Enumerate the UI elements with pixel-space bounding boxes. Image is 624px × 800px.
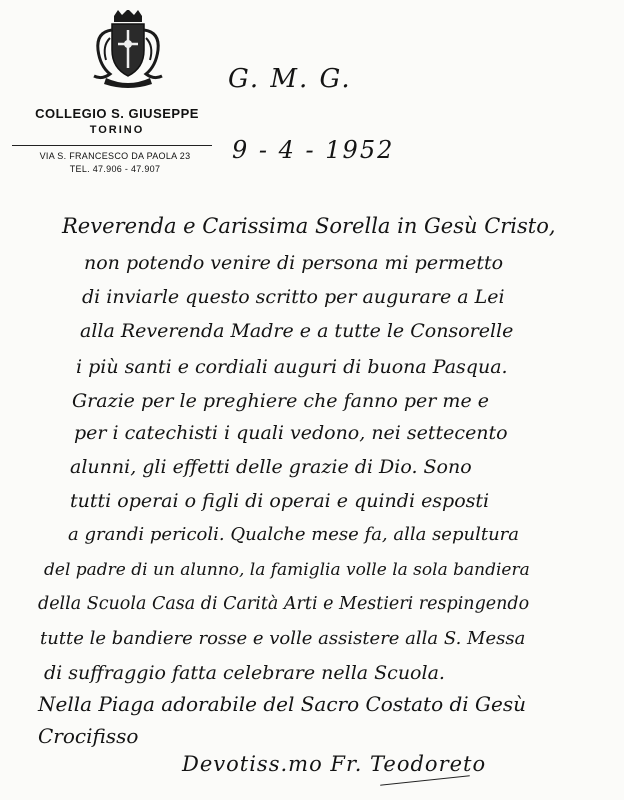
letter-line: Crocifisso (38, 724, 139, 748)
letterhead-address: VIA S. FRANCESCO DA PAOLA 23 (39, 151, 191, 161)
letter-line: a grandi pericoli. Qualche mese fa, alla sepultura (68, 524, 519, 545)
invocation-heading: G. M. G. (228, 64, 352, 94)
letter-line: di suffraggio fatta celebrare nella Scuola. (44, 662, 445, 684)
letter-line: alla Reverenda Madre e a tutte le Consorelle (80, 320, 514, 342)
letter-date: 9 - 4 - 1952 (232, 136, 395, 164)
letter-line: tutti operai o figli di operai e quindi esposti (70, 490, 490, 512)
letter-line: tutte le bandiere rosse e volle assistere alla S. Messa (40, 628, 526, 649)
letterhead-telephone: TEL. 47.906 - 47.907 (69, 164, 161, 174)
signature-underline (380, 775, 470, 785)
letterhead-city: TORINO (89, 124, 145, 136)
letterhead-divider (12, 145, 212, 146)
letter-line: di inviarle questo scritto per augurare a Lei (82, 286, 505, 308)
letter-line: per i catechisti i quali vedono, nei settecento (74, 422, 508, 444)
letter-line: alunni, gli effetti delle grazie di Dio. Sono (70, 456, 472, 478)
letter-line: Grazie per le preghiere che fanno per me e (72, 390, 489, 412)
letter-line: Nella Piaga adorabile del Sacro Costato di Gesù (38, 692, 527, 716)
signature: Devotiss.mo Fr. Teodoreto (182, 752, 487, 776)
letter-line: Reverenda e Carissima Sorella in Gesù Cristo, (62, 214, 556, 238)
coat-of-arms-logo (92, 10, 164, 90)
letter-line: non potendo venire di persona mi permetto (84, 252, 504, 274)
letterhead-institution: COLLEGIO S. GIUSEPPE (35, 106, 199, 121)
letter-line: del padre di un alunno, la famiglia volle la sola bandiera (44, 560, 530, 580)
letter-line: i più santi e cordiali auguri di buona Pasqua. (76, 356, 508, 378)
letter-line: della Scuola Casa di Carità Arti e Mestieri respingendo (38, 594, 530, 614)
